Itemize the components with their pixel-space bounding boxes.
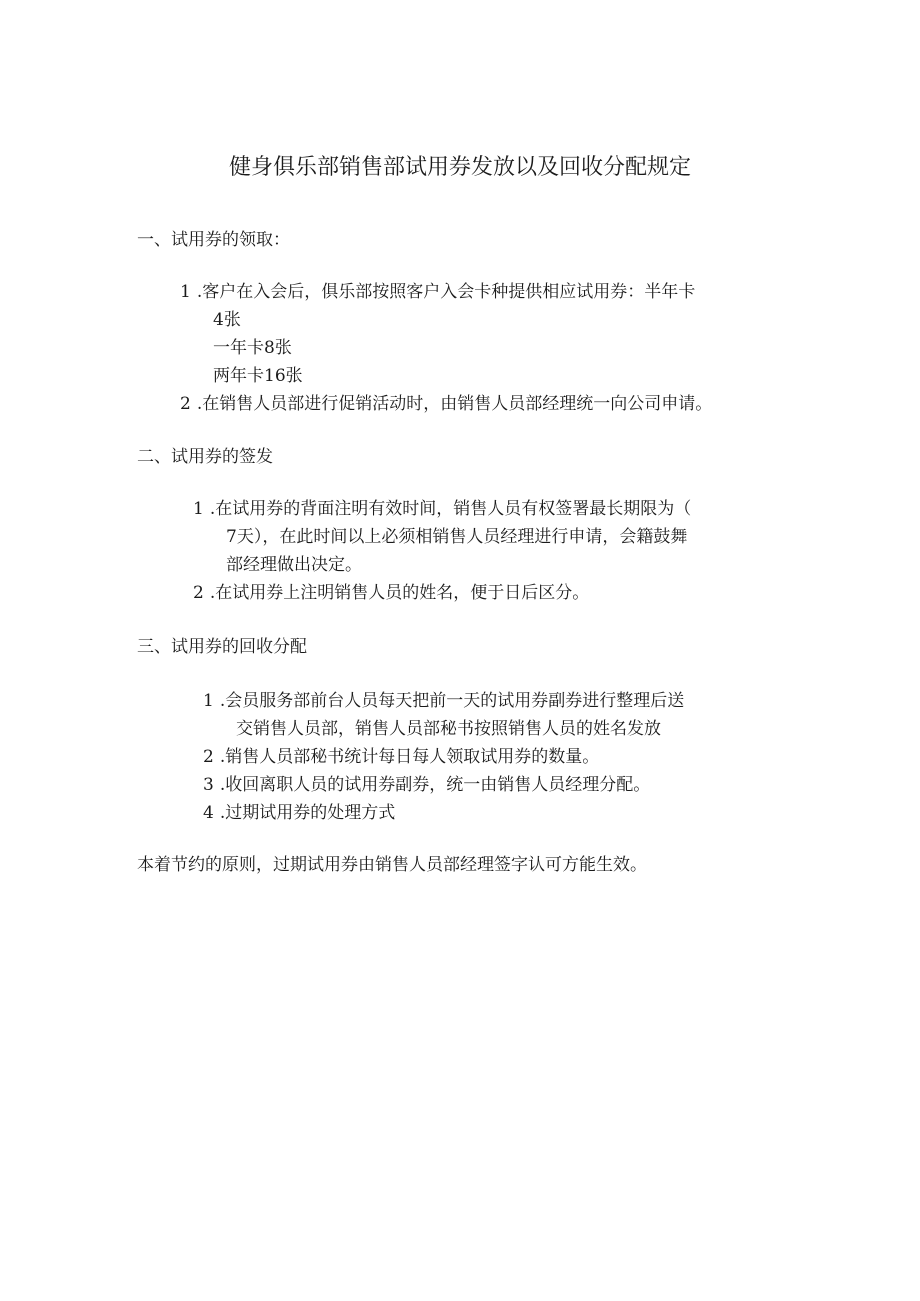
item-text: .在试用券上注明销售人员的姓名，便于日后区分。 (209, 583, 590, 603)
item-text: .会员服务部前台人员每天把前一天的试用券副券进行整理后送 (219, 691, 685, 711)
section-heading-3: 三、试用券的回收分配 (137, 637, 307, 657)
item-text: .在销售人员部进行促销活动时，由销售人员部经理统一向公司申请。 (196, 394, 713, 414)
list-item (193, 495, 691, 523)
item-number: 4 (203, 803, 214, 823)
item-text: .客户在入会后，俱乐部按照客户入会卡种提供相应试用券：半年卡 (196, 282, 696, 302)
list-item (193, 579, 589, 607)
closing-paragraph: 本着节约的原则，过期试用券由销售人员部经理签字认可方能生效。 (137, 855, 647, 875)
list-item (180, 390, 712, 418)
item-number: 1 (193, 499, 204, 519)
list-item (203, 743, 599, 771)
page-title: 健身俱乐部销售部试用券发放以及回收分配规定 (228, 155, 691, 180)
item-text-continuation: 7天），在此时间以上必须相销售人员经理进行申请，会籍鼓舞 (226, 527, 688, 547)
list-item (203, 687, 684, 715)
list-item (203, 771, 650, 799)
item-text-continuation: 交销售人员部，销售人员部秘书按照销售人员的姓名发放 (236, 719, 661, 739)
item-number: 1 (203, 691, 214, 711)
item-number: 2 (180, 394, 191, 414)
section-heading-2: 二、试用券的签发 (137, 447, 273, 467)
item-text-continuation: 两年卡16张 (213, 366, 303, 386)
item-text-continuation: 部经理做出决定。 (226, 555, 362, 575)
list-item (180, 278, 695, 306)
item-number: 1 (180, 282, 191, 302)
item-text-continuation: 一年卡8张 (213, 338, 292, 358)
section-heading-1: 一、试用券的领取： (137, 230, 290, 250)
item-text: .在试用券的背面注明有效时间，销售人员有权签署最长期限为（ (209, 499, 692, 519)
item-text: .销售人员部秘书统计每日每人领取试用券的数量。 (219, 747, 600, 767)
list-item (203, 799, 395, 827)
item-text: .过期试用券的处理方式 (219, 803, 396, 823)
item-text-continuation: 4张 (213, 310, 241, 330)
item-number: 2 (193, 583, 204, 603)
item-number: 3 (203, 775, 214, 795)
item-number: 2 (203, 747, 214, 767)
item-text: .收回离职人员的试用券副券，统一由销售人员经理分配。 (219, 775, 651, 795)
